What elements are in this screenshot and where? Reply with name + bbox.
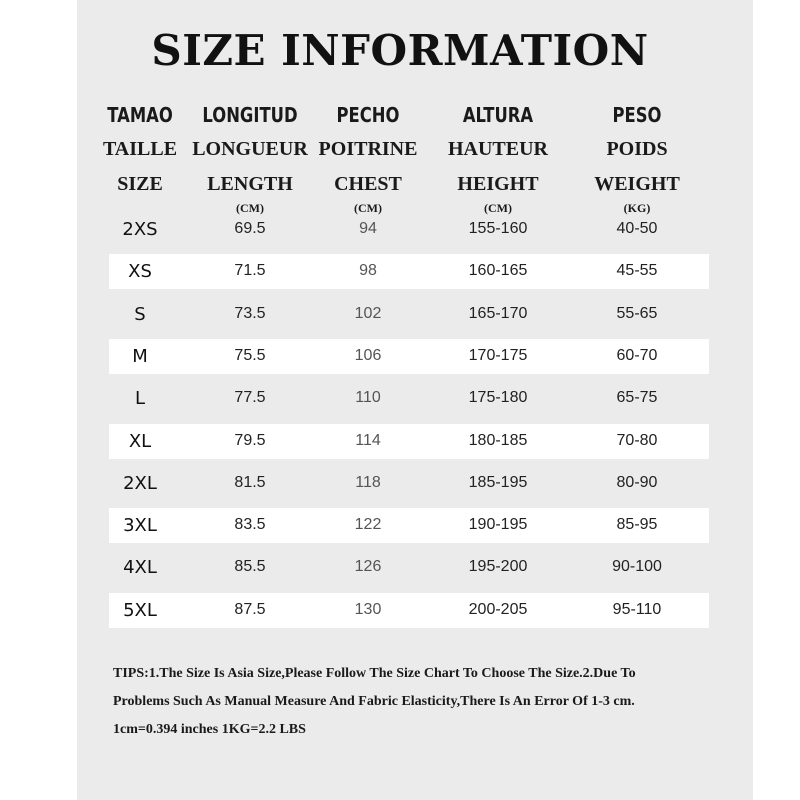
- table-cell-size: XS: [128, 261, 152, 283]
- table-cell-length: 69.5: [234, 220, 266, 237]
- table-cell-height: 155-160: [468, 220, 528, 237]
- table-cell-chest: 130: [354, 600, 382, 618]
- table-cell-weight: 45-55: [616, 262, 658, 280]
- table-cell-height: 175-180: [468, 389, 528, 407]
- table-cell-size: 2XS: [122, 219, 158, 240]
- table-cell-chest: 98: [359, 262, 377, 280]
- table-cell-length: 79.5: [234, 431, 266, 449]
- table-cell-weight: 85-95: [616, 516, 658, 534]
- column-header-height-en: HEIGHT: [457, 173, 539, 195]
- table-cell-weight: 40-50: [616, 220, 658, 237]
- table-cell-chest: 110: [355, 389, 381, 407]
- column-header-length-fr: LONGUEUR: [192, 138, 308, 160]
- table-cell-height: 160-165: [468, 262, 528, 280]
- column-header-height-es: ALTURA: [462, 103, 534, 127]
- table-cell-weight: 60-70: [616, 346, 658, 364]
- column-header-weight-fr: POIDS: [606, 138, 668, 160]
- table-cell-height: 185-195: [468, 473, 528, 491]
- table-cell-length: 83.5: [234, 516, 266, 534]
- column-header-length-es: LONGITUD: [202, 103, 298, 127]
- table-cell-chest: 118: [355, 473, 381, 491]
- table-cell-length: 71.5: [234, 262, 266, 280]
- table-cell-size: 5XL: [123, 599, 157, 621]
- table-cell-size: 4XL: [123, 557, 157, 579]
- table-cell-size: M: [132, 345, 148, 367]
- table-cell-height: 165-170: [468, 304, 528, 322]
- column-header-length-unit: (CM): [236, 201, 264, 215]
- column-header-weight-es: PESO: [612, 103, 662, 127]
- column-header-chest-es: PECHO: [336, 103, 400, 127]
- table-cell-height: 190-195: [468, 516, 528, 534]
- column-header-weight-en: WEIGHT: [594, 173, 680, 195]
- column-header-height-fr: HAUTEUR: [447, 138, 548, 160]
- table-cell-height: 195-200: [468, 558, 528, 576]
- table-cell-length: 85.5: [234, 558, 266, 576]
- table-cell-size: 3XL: [123, 515, 157, 537]
- table-cell-chest: 94: [359, 220, 377, 237]
- column-header-length-en: LENGTH: [207, 173, 293, 195]
- page-title: SIZE INFORMATION: [151, 26, 649, 75]
- table-cell-length: 77.5: [234, 389, 266, 407]
- tips-line-2: Problems Such As Manual Measure And Fabric Elasticity,There Is An Error Of 1-3 cm.: [113, 694, 635, 709]
- column-header-height-unit: (CM): [484, 201, 512, 215]
- table-cell-length: 73.5: [234, 304, 266, 322]
- table-cell-weight: 95-110: [612, 600, 662, 618]
- table-cell-chest: 122: [354, 516, 382, 534]
- table-cell-weight: 65-75: [616, 389, 658, 407]
- tips-text: [113, 660, 733, 744]
- table-cell-size: L: [134, 388, 146, 410]
- table-cell-weight: 55-65: [616, 304, 658, 322]
- table-cell-height: 170-175: [468, 346, 528, 364]
- table-cell-height: 180-185: [468, 431, 528, 449]
- table-cell-chest: 114: [355, 431, 381, 449]
- tips-line-3: 1cm=0.394 inches 1KG=2.2 LBS: [113, 722, 306, 737]
- tips-line-1: TIPS:1.The Size Is Asia Size,Please Follow The Size Chart To Choose The Size.2.Due To: [113, 666, 636, 681]
- column-header-chest-unit: (CM): [354, 201, 382, 215]
- table-cell-chest: 126: [354, 558, 382, 576]
- table-cell-length: 75.5: [234, 346, 266, 364]
- table-cell-chest: 106: [354, 346, 382, 364]
- column-header-chest-en: CHEST: [334, 173, 402, 195]
- table-cell-size: XL: [128, 430, 152, 452]
- table-cell-length: 87.5: [234, 600, 266, 618]
- column-header-size-fr: TAILLE: [102, 138, 178, 160]
- column-header-size-en: SIZE: [117, 173, 163, 195]
- table-cell-weight: 70-80: [616, 431, 658, 449]
- table-cell-height: 200-205: [468, 600, 528, 618]
- column-header-size-es: TAMAO: [107, 103, 173, 127]
- column-header-weight-unit: (KG): [623, 201, 651, 215]
- table-cell-size: S: [134, 303, 146, 325]
- table-cell-weight: 90-100: [612, 558, 662, 576]
- table-cell-length: 81.5: [234, 473, 266, 491]
- table-cell-size: 2XL: [123, 472, 157, 494]
- column-header-chest-fr: POITRINE: [318, 138, 418, 160]
- table-cell-chest: 102: [354, 304, 382, 322]
- table-cell-weight: 80-90: [616, 473, 658, 491]
